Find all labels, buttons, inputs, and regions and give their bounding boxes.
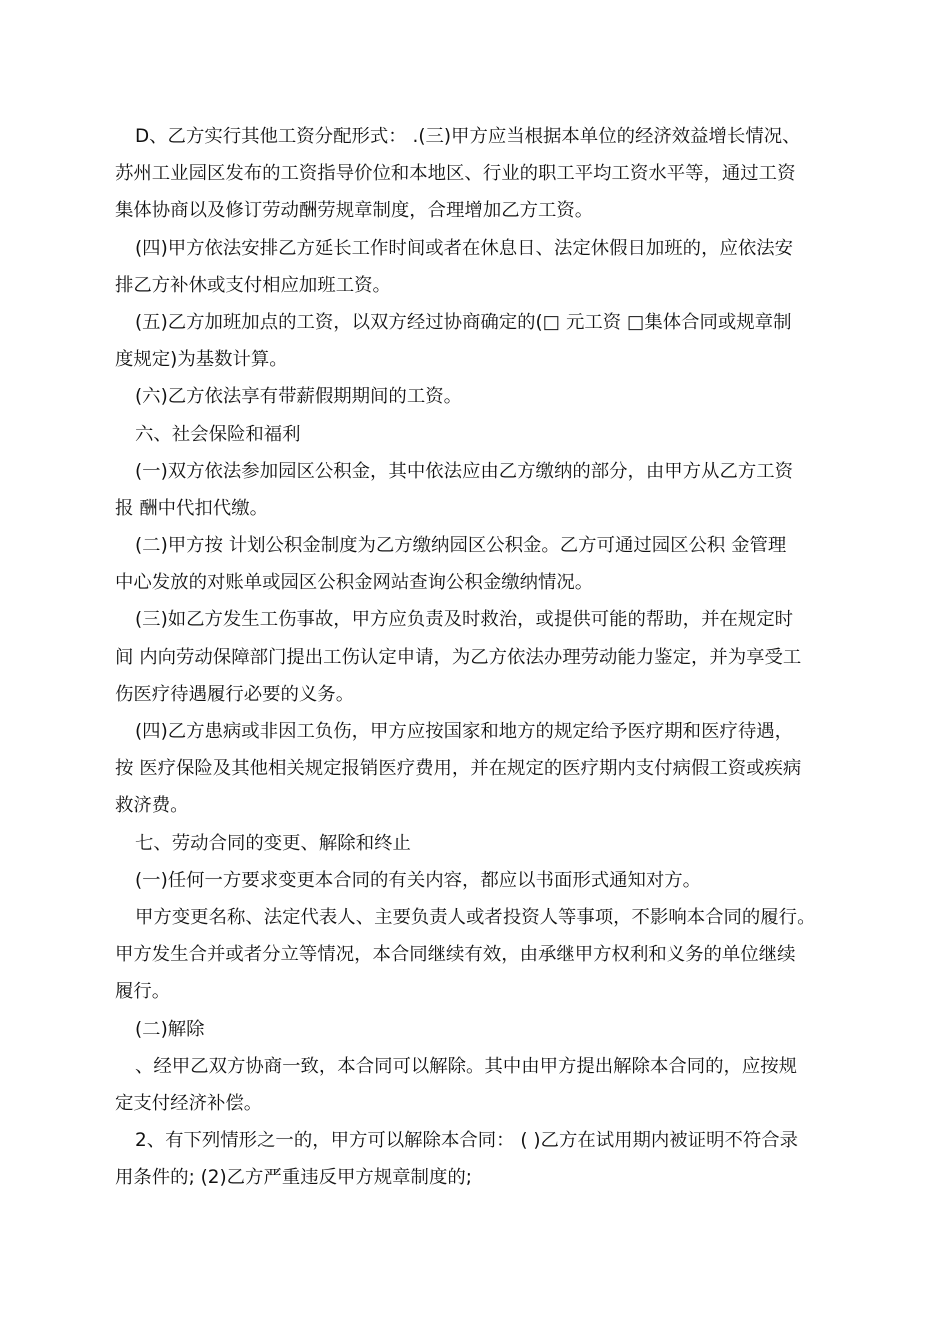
text-line: 七、劳动合同的变更、解除和终止 bbox=[135, 832, 411, 854]
text-line: (二)解除 bbox=[135, 1018, 205, 1040]
text-line: 甲方变更名称、法定代表人、主要负责人或者投资人等事项，不影响本合同的履行。 bbox=[135, 906, 816, 928]
text-line: 六、社会保险和福利 bbox=[135, 423, 301, 445]
text-line: 、经甲乙双方协商一致，本合同可以解除。其中由甲方提出解除本合同的，应按规 bbox=[135, 1055, 798, 1077]
text-line: (三)如乙方发生工伤事故，甲方应负责及时救治，或提供可能的帮助，并在规定时 bbox=[135, 609, 794, 631]
text-line: D、乙方实行其他工资分配形式： .(三)甲方应当根据本单位的经济效益增长情况、 bbox=[135, 126, 801, 147]
text-line: 伤医疗待遇履行必要的义务。 bbox=[115, 683, 355, 705]
text-line: (四)乙方患病或非因工负伤，甲方应按国家和地方的规定给予医疗期和医疗待遇， bbox=[135, 721, 794, 742]
text-line: 履行。 bbox=[115, 981, 171, 1003]
text-line: 度规定)为基数计算。 bbox=[115, 349, 288, 371]
text-line: 间 内向劳动保障部门提出工伤认定申请，为乙方依法办理劳动能力鉴定，并为享受工 bbox=[115, 646, 802, 668]
document-body bbox=[115, 118, 840, 1196]
text-line: (五)乙方加班加点的工资，以双方经过协商确定的(□ 元工资 □集体合同或规章制 bbox=[135, 311, 792, 333]
text-line: 苏州工业园区发布的工资指导价位和本地区、行业的职工平均工资水平等，通过工资 bbox=[115, 163, 796, 185]
text-line: 2、有下列情形之一的，甲方可以解除本合同： ( )乙方在试用期内被证明不符合录 bbox=[135, 1130, 799, 1152]
text-line: (一)双方依法参加园区公积金，其中依法应由乙方缴纳的部分，由甲方从乙方工资 bbox=[135, 460, 794, 482]
text-line: (一)任何一方要求变更本合同的有关内容，都应以书面形式通知对方。 bbox=[135, 869, 702, 891]
text-line: (四)甲方依法安排乙方延长工作时间或者在休息日、法定休假日加班的，应依法安 bbox=[135, 237, 794, 259]
text-line: 集体协商以及修订劳动酬劳规章制度，合理增加乙方工资。 bbox=[115, 200, 594, 222]
text-line: (二)甲方按 计划公积金制度为乙方缴纳园区公积金。乙方可通过园区公积 金管理 bbox=[135, 535, 787, 557]
text-line: 报 酬中代扣代缴。 bbox=[115, 497, 268, 519]
text-line: 救济费。 bbox=[115, 795, 189, 817]
text-line: 甲方发生合并或者分立等情况，本合同继续有效，由承继甲方权利和义务的单位继续 bbox=[115, 944, 796, 966]
text-line: 中心发放的对账单或园区公积金网站查询公积金缴纳情况。 bbox=[115, 572, 594, 594]
text-line: 排乙方补休或支付相应加班工资。 bbox=[115, 274, 391, 296]
text-line: 按 医疗保险及其他相关规定报销医疗费用，并在规定的医疗期内支付病假工资或疾病 bbox=[115, 758, 802, 780]
text-line: 定支付经济补偿。 bbox=[115, 1092, 263, 1114]
text-line: 用条件的; (2)乙方严重违反甲方规章制度的; bbox=[115, 1167, 472, 1189]
text-line: (六)乙方依法享有带薪假期期间的工资。 bbox=[135, 386, 462, 408]
